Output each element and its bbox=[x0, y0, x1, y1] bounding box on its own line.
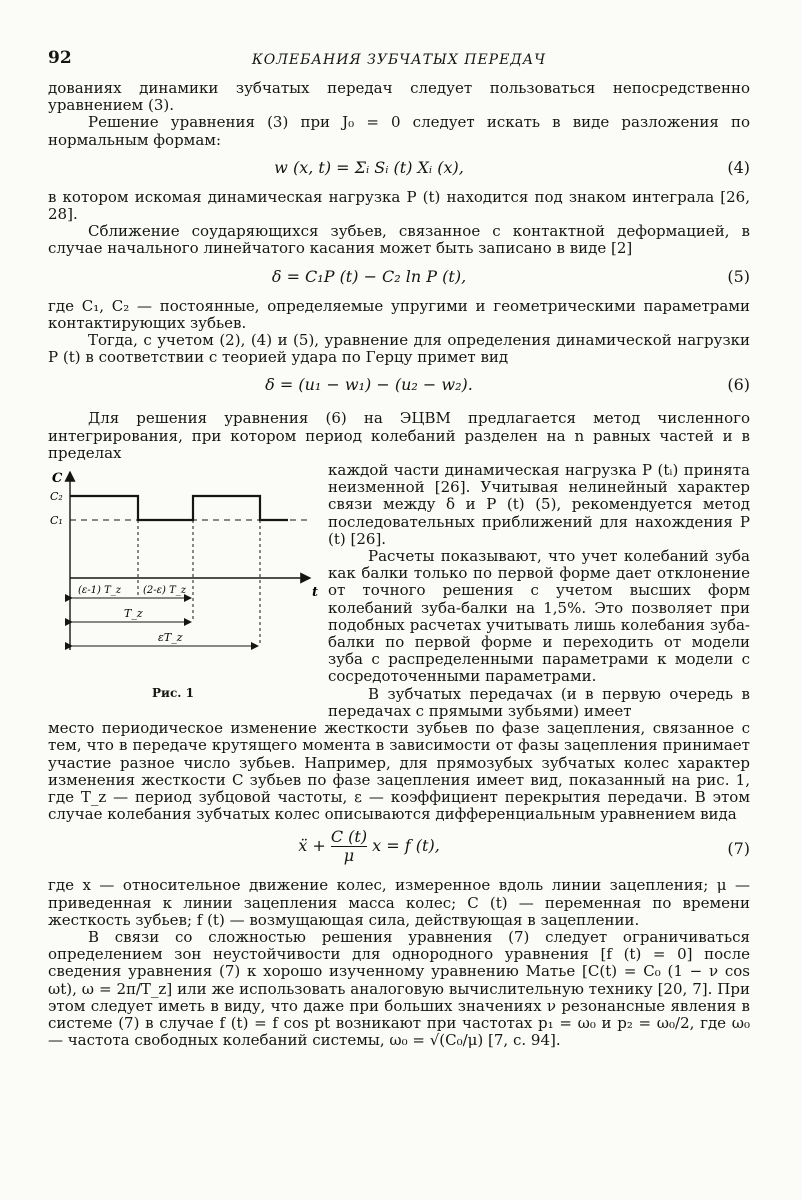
label-c1: C₁ bbox=[50, 514, 63, 528]
dim-label: T_z bbox=[124, 607, 143, 621]
paragraph: в котором искомая динамическая нагрузка P (t) находится под знаком интеграла [26, 28]. bbox=[48, 187, 750, 224]
stiffness-curve bbox=[70, 496, 288, 520]
label-c2: C₂ bbox=[50, 490, 63, 504]
paragraph: Расчеты показывают, что учет колебаний зуба как балки только по первой форме дает отклонение от точного решения с учетом высших форм колебаний зуба-балки на 1,5%. Это позволяет при подобных расчетах учитывать лишь колебания зуба-балки по первой форме и переходить от модели зуба с распределенными параметрами к модели с сосредоточенными параметрами. bbox=[328, 547, 750, 686]
equation-7 bbox=[48, 823, 750, 877]
paragraph: В зубчатых передачах (и в первую очередь в передачах с прямыми зубьями) имеет bbox=[328, 684, 750, 720]
running-title: КОЛЕБАНИЯ ЗУБЧАТЫХ ПЕРЕДАЧ bbox=[251, 52, 547, 68]
axis-label-c: C bbox=[52, 471, 63, 487]
paragraph: дованиях динамики зубчатых передач следует пользоваться непосредственно уравнением (3). bbox=[48, 79, 750, 115]
equation-number: (5) bbox=[727, 266, 750, 286]
paragraph: место периодическое изменение жесткости зубьев по фазе зацепления, связанное с тем, что в передаче крутящего момента в зависимости от фазы зацепления принимает участие разное число зубьев. Например, для прямозубых зубчатых колес характер изменения жесткости C зубьев по фазе зацепления имеет вид, показанный на рис. 1, где T_z — период зубцовой частоты, ε — коэффициент перекрытия передачи. В этом случае колебания зубчатых колес описываются дифференциальным уравнением вида bbox=[48, 719, 750, 824]
paragraph: В связи со сложностью решения уравнения (7) следует ограничиваться определением зон неустойчивости для однородного уравнения [f (t) = 0] после сведения уравнения (7) к хорошо изученному уравнению Матье [C(t) = C₀ (1 − ν cos ωt), ω = 2π/T_z] или же использовать аналоговую вычислительную технику [20, 7]. При этом следует иметь в виду, что даже при больших значениях ν резонансные явления в системе (7) в случае f (t) = f cos pt возникают при частотах p₁ = ω₀ и p₂ = ω₀/2, где ω₀ — частота свободных колебаний системы, ω₀ = √(C₀/μ) [7, с. 94]. bbox=[48, 927, 750, 1050]
stiffness-diagram bbox=[48, 462, 328, 684]
equation-formula bbox=[48, 828, 690, 865]
eq7-denominator: μ bbox=[343, 846, 355, 866]
equation-number: (6) bbox=[727, 375, 750, 395]
eq7-tail: x = f (t), bbox=[372, 836, 440, 856]
dim-label: (ε-1) T_z bbox=[78, 585, 122, 597]
equation-6 bbox=[48, 366, 750, 406]
figure-block bbox=[48, 462, 750, 720]
equation-formula: δ = C₁P (t) − C₂ ln P (t), bbox=[271, 266, 467, 286]
page-number: 92 bbox=[48, 48, 72, 68]
equation-number: (7) bbox=[727, 839, 750, 859]
equation-number: (4) bbox=[727, 157, 750, 177]
wrapped-text bbox=[328, 462, 750, 720]
dim-label: εT_z bbox=[158, 631, 183, 645]
eq7-fraction bbox=[331, 828, 367, 865]
equation-formula: δ = (u₁ − w₁) − (u₂ − w₂). bbox=[265, 375, 473, 395]
paragraph: Решение уравнения (3) при J₀ = 0 следует искать в виде разложения по нормальным формам: bbox=[48, 113, 750, 149]
paragraph: Сближение соударяющихся зубьев, связанное с контактной деформацией, в случае начального линейчатого касания может быть записано в виде [2] bbox=[48, 222, 750, 258]
eq7-numerator: C (t) bbox=[330, 827, 368, 847]
dim-label: (2-ε) T_z bbox=[143, 585, 187, 597]
book-page bbox=[48, 44, 750, 1049]
paragraph: Для решения уравнения (6) на ЭЦВМ предлагается метод численного интегрирования, при котором период колебаний разделен на n равных частей и в пределах bbox=[48, 409, 750, 462]
paragraph: где C₁, C₂ — постоянные, определяемые упругими и геометрическими параметрами контактирующих зубьев. bbox=[48, 296, 750, 332]
eq7-lead: ẍ + bbox=[298, 836, 326, 856]
paragraph: Тогда, с учетом (2), (4) и (5), уравнение для определения динамической нагрузки P (t) в соответствии с теорией удара по Герцу примет вид bbox=[48, 331, 750, 367]
equation-formula: w (x, t) = Σᵢ Sᵢ (t) Xᵢ (x), bbox=[274, 157, 464, 177]
equation-4 bbox=[48, 149, 750, 189]
figure-caption: Рис. 1 bbox=[152, 686, 194, 701]
paragraph: где x — относительное движение колес, измеренное вдоль линии зацепления; μ — приведенная к линии зацепления масса колес; C (t) — переменная по времени жесткость зубьев; f (t) — возмущающая сила, действующая в зацеплении. bbox=[48, 876, 750, 929]
equation-5 bbox=[48, 258, 750, 298]
axis-label-t: t bbox=[312, 585, 319, 601]
page-header bbox=[48, 44, 750, 80]
paragraph: каждой части динамическая нагрузка P (tᵢ) принята неизменной [26]. Учитывая нелинейный характер связи между δ и P (t) (5), рекомендуется метод последовательных приближений для нахождения P (t) [26]. bbox=[328, 461, 750, 548]
figure-1 bbox=[48, 462, 328, 720]
